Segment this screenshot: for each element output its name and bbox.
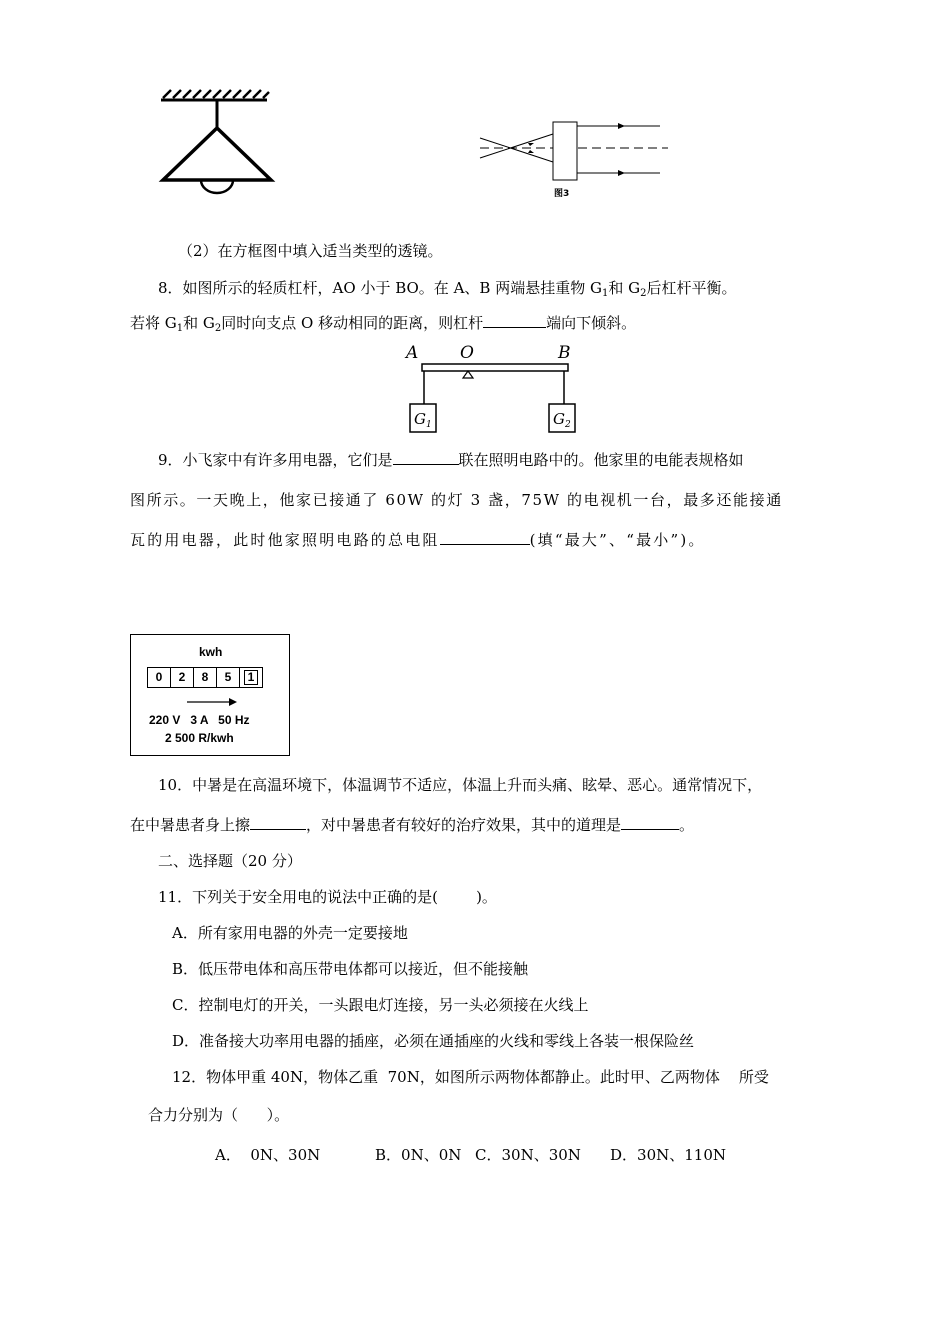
energy-meter-figure [130,634,290,756]
q9-line3: 瓦的用电器，此时他家照明电路的总电阻 (填“最大”、“最小”)。 [130,531,706,549]
lever-bar [422,364,568,371]
q8-answer-blank[interactable] [483,313,546,328]
q8-line1: 8．如图所示的轻质杠杆，AO 小于 BO。在 A、B 两端悬挂重物 $G_1$和 $G_2$后杠杆平衡。 [158,279,737,299]
meter-digit-decimal: 1 [240,668,262,687]
q11-option-d[interactable]: D．准备接大功率用电器的插座，必须在通插座的火线和零线上各装一根保险丝 [172,1032,695,1050]
q9-blank-2[interactable] [440,530,530,545]
q11-option-a[interactable]: A．所有家用电器的外壳一定要接地 [172,924,408,942]
section-2-title: 二、选择题（20 分） [158,852,302,870]
meter-unit: kwh [199,645,223,659]
figure-3-label: 图3 [554,189,570,199]
q10-blank-1[interactable] [250,815,306,830]
q8-line2: 若将 $G_1$和 $G_2$同时向支点 O 移动相同的距离，则杠杆 端向下倾斜。 [130,314,637,334]
figure-3-lens [478,110,678,200]
svg-text:G2: $G_2$ [553,410,571,430]
q11-option-c[interactable]: C．控制电灯的开关，一头跟电灯连接，另一头必须接在火线上 [172,996,589,1014]
q10-line2: 在中暑患者身上擦 ，对中暑患者有较好的治疗效果，其中的道理是 。 [130,816,695,834]
meter-spec-2: 2 500 R/kwh [165,731,234,745]
q12-option-d[interactable]: D．30N、110N [610,1146,726,1164]
q12-option-a[interactable]: A． 0N、30N [215,1146,321,1164]
lamp-figure [155,88,285,203]
lever-label-o: O [460,343,474,363]
lens-box [553,122,577,180]
q12-option-c[interactable]: C．30N、30N [475,1146,581,1164]
q12-option-b[interactable]: B．0N、0N [375,1146,462,1164]
lever-figure [400,342,590,437]
lever-label-a: A [406,343,419,363]
q11-option-b[interactable]: B．低压带电体和高压带电体都可以接近，但不能接触 [172,960,529,978]
q10-blank-2[interactable] [621,815,679,830]
q7-part2: （2）在方框图中填入适当类型的透镜。 [178,242,443,260]
meter-arrow-icon [187,697,237,707]
meter-digit: 0 [148,668,171,687]
q9-line2: 图所示。一天晚上，他家已接通了 60W 的灯 3 盏，75W 的电视机一台，最多还能接通 [130,491,783,509]
q11-stem: 11．下列关于安全用电的说法中正确的是( )。 [158,888,497,906]
meter-digit: 5 [217,668,240,687]
svg-text:G1: $G_1$ [414,410,432,430]
q9-blank-1[interactable] [393,450,459,465]
meter-digit: 8 [194,668,217,687]
q9-line1: 9．小飞家中有许多用电器，它们是 联在照明电路中的。他家里的电能表规格如 [158,451,744,469]
fulcrum [463,371,473,378]
meter-spec-1: 220 V 3 A 50 Hz [149,713,250,727]
q12-line1: 12．物体甲重 40N，物体乙重 70N，如图所示两物体都静止。此时甲、乙两物体 所受 [172,1068,769,1086]
q12-line2: 合力分别为（ ）。 [148,1106,290,1124]
lever-label-b: B [558,343,571,363]
meter-digits [147,667,263,688]
q10-line1: 10．中暑是在高温环境下，体温调节不适应，体温上升而头痛、眩晕、恶心。通常情况下， [158,776,763,794]
meter-digit: 2 [171,668,194,687]
